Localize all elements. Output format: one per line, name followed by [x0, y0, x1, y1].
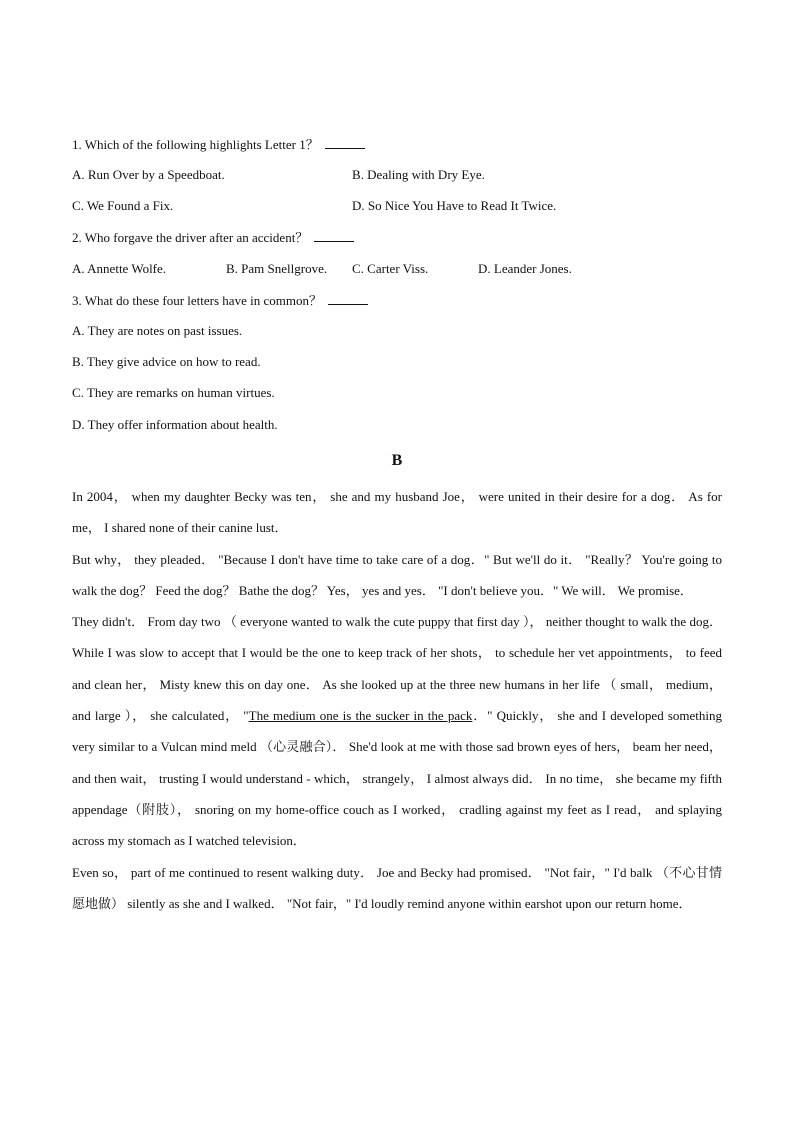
- paragraph-3-text-start: They didn't． From day two （ everyone wanted to walk the cute puppy that first day ）， neither thought to walk the dog． While I was slow to accept that I would be the one to keep track of her shots， to schedule her vet appointments， to feed and clean her， Misty knew this on day one． As she looked up at the three new humans in her life （ small， medium， and large ）， she calculated， ": [72, 614, 722, 724]
- question-1-option-d: D. So Nice You Have to Read It Twice.: [352, 198, 557, 213]
- passage-paragraph-1: In 2004， when my daughter Becky was ten， she and my husband Joe， were united in their desire for a dog． As for me， I shared none of their canine lust．: [72, 489, 722, 536]
- question-2-option-c: C. Carter Viss.: [352, 261, 429, 276]
- reading-passage: [72, 481, 722, 919]
- question-3-option-b: B. They give advice on how to read.: [72, 354, 261, 369]
- question-2-option-d: D. Leander Jones.: [478, 261, 572, 276]
- paragraph-3-text-end: ．" Quickly， she and I developed something very similar to a Vulcan mind meld （心灵融合）． She'd look at me with those sad brown eyes of hers， beam her need， and then wait， trusting I would understand - which， strangely， I almost always did． In no time， she became my fifth appendage（附肢）， snoring on my home-office couch as I worked， cradling against my feet as I read， and splaying across my stomach as I watched television．: [72, 708, 722, 849]
- passage-paragraph-2: But why， they pleaded． "Because I don't have time to take care of a dog．" But we'll do it． "Really？ You're going to walk the dog？ Feed the dog？ Bathe the dog？ Yes， yes and yes． "I don't believe you．" We will． We promise．: [72, 551, 722, 598]
- passage-paragraph-3: [72, 606, 722, 856]
- underlined-sentence: The medium one is the sucker in the pack: [248, 708, 473, 724]
- question-3-stem: 3. What do these four letters have in common？: [72, 293, 322, 308]
- question-3: [72, 292, 368, 309]
- question-3-option-a: A. They are notes on past issues.: [72, 323, 243, 338]
- question-2-option-a: A. Annette Wolfe.: [72, 261, 167, 276]
- question-1-stem: 1. Which of the following highlights Letter 1？: [72, 137, 319, 152]
- section-heading: B: [391, 452, 403, 469]
- answer-blank-1[interactable]: [325, 136, 365, 149]
- question-1-option-c: C. We Found a Fix.: [72, 198, 174, 213]
- answer-blank-3[interactable]: [328, 292, 368, 305]
- passage-paragraph-4: Even so， part of me continued to resent walking duty． Joe and Becky had promised． "Not fair，" I'd balk （不心甘情愿地做） silently as she and I walked． "Not fair，" I'd loudly remind anyone within earshot upon our return home．: [72, 864, 722, 911]
- question-2: [72, 229, 354, 246]
- answer-blank-2[interactable]: [314, 229, 354, 242]
- question-1-option-a: A. Run Over by a Speedboat.: [72, 167, 225, 182]
- question-2-stem: 2. Who forgave the driver after an accident？: [72, 230, 309, 245]
- question-1: [72, 136, 365, 153]
- question-3-option-d: D. They offer information about health.: [72, 417, 278, 432]
- question-3-option-c: C. They are remarks on human virtues.: [72, 385, 275, 400]
- question-1-option-b: B. Dealing with Dry Eye.: [352, 167, 485, 182]
- question-2-option-b: B. Pam Snellgrove.: [226, 261, 328, 276]
